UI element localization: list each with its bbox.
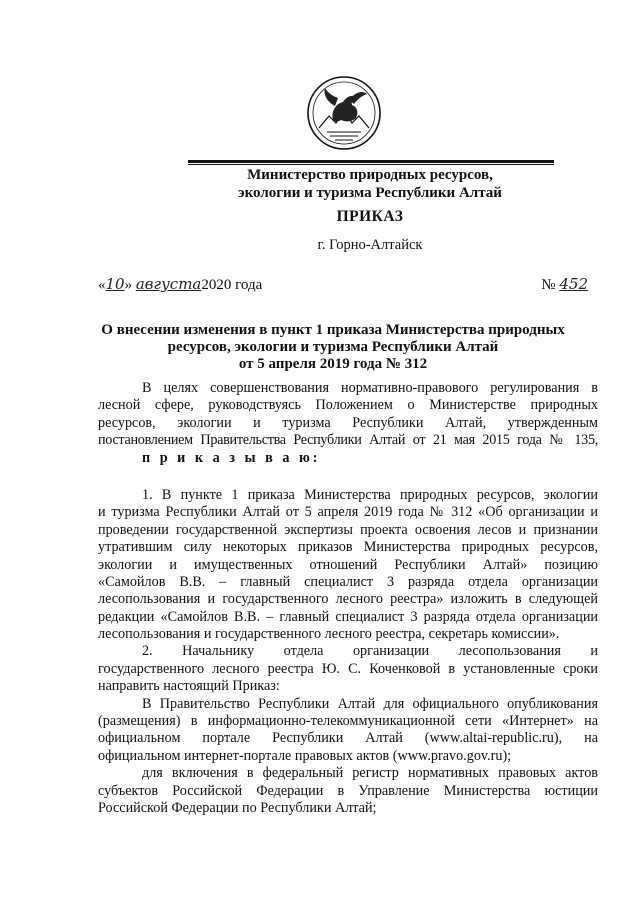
order-word: п р и к а з ы в а ю: — [142, 449, 321, 466]
preamble-line: лесной сфере, руководствуясь Положением о Министерстве природных — [98, 397, 598, 414]
item1-line: утратившим силу некоторых приказов Министерства природных ресурсов, — [98, 539, 598, 556]
document-type: ПРИКАЗ — [336, 208, 404, 225]
sub-a-line: официальном интернет-портале правовых актов (www.pravo.gov.ru); — [98, 747, 512, 764]
sub-b-line: Российской Федерации по Республики Алтай; — [98, 799, 377, 816]
coat-of-arms-emblem — [305, 74, 383, 152]
item2-line: 2. Начальнику отдела организации лесопользования и — [142, 643, 598, 660]
ministry-line-2: экологии и туризма Республики Алтай — [238, 185, 502, 201]
item1-line: проведении государственной экспертизы проекта освоения лесов и признании — [98, 521, 598, 538]
preamble-line: В целях совершенствования нормативно-правового регулирования в — [142, 380, 598, 396]
preamble-line: ресурсов, экологии и туризма Республики Алтай, утвержденным — [98, 414, 598, 431]
item2-line: государственного лесного реестра Ю. С. Коченковой в установленные сроки — [98, 660, 598, 677]
date-quote-open: « — [98, 277, 106, 293]
city-line: г. Горно-Алтайск — [317, 237, 423, 253]
ministry-name — [150, 166, 590, 202]
subject-line-3: от 5 апреля 2019 года № 312 — [238, 356, 428, 372]
item1-line: лесопользования и государственного лесного реестра» изложить в следующей — [98, 591, 598, 608]
item1-line: и туризма Республики Алтай от 5 апреля 2019 года № 312 «Об организации и — [98, 504, 598, 521]
order-number — [541, 275, 588, 294]
sub-a-line: В Правительство Республики Алтай для официального опубликования — [142, 695, 598, 712]
subject-line-2: ресурсов, экологии и туризма Республики Алтай — [167, 339, 499, 355]
number-value: 452 — [559, 275, 588, 293]
number-sign: № — [541, 277, 556, 293]
date-day: 10 — [105, 275, 125, 293]
item1-line: «Самойлов В.В. – главный специалист 3 разряда отдела организации — [98, 573, 598, 590]
sub-a-line: (размещения) в информационно-телекоммуникационной сети «Интернет» на — [98, 713, 598, 730]
item2-line: направить настоящий Приказ: — [98, 678, 280, 695]
ministry-line-1: Министерство природных ресурсов, — [247, 167, 493, 183]
sub-b-line: для включения в федеральный регистр нормативных правовых актов — [142, 765, 598, 782]
item1-line: 1. В пункте 1 приказа Министерства природных ресурсов, экологии — [142, 486, 598, 503]
preamble-line: постановлением Правительства Республики Алтай от 21 мая 2015 года № 135, — [98, 432, 598, 449]
document-body — [98, 380, 598, 817]
item1-line: редакции «Самойлов В.В. – главный специалист 3 разряда отдела организации — [98, 608, 598, 625]
date-month: августа — [135, 275, 202, 293]
sub-b-line: субъектов Российской Федерации в Управление Министерства юстиции — [98, 782, 598, 799]
item1-line: лесопользования и государственного лесного реестра, секретарь комиссии». — [98, 626, 560, 643]
date-quote-close: » — [124, 277, 133, 293]
order-subject — [98, 322, 568, 373]
header-rule — [188, 160, 554, 165]
item1-line: экологии и имущественных отношений Республики Алтай» позицию — [98, 556, 598, 573]
date-line — [98, 275, 262, 294]
sub-a-line: официальном портале Республики Алтай (www.altai-republic.ru), на — [98, 730, 598, 747]
subject-line-1: О внесении изменения в пункт 1 приказа Министерства природных — [101, 322, 565, 338]
date-year: 2020 года — [201, 277, 263, 293]
